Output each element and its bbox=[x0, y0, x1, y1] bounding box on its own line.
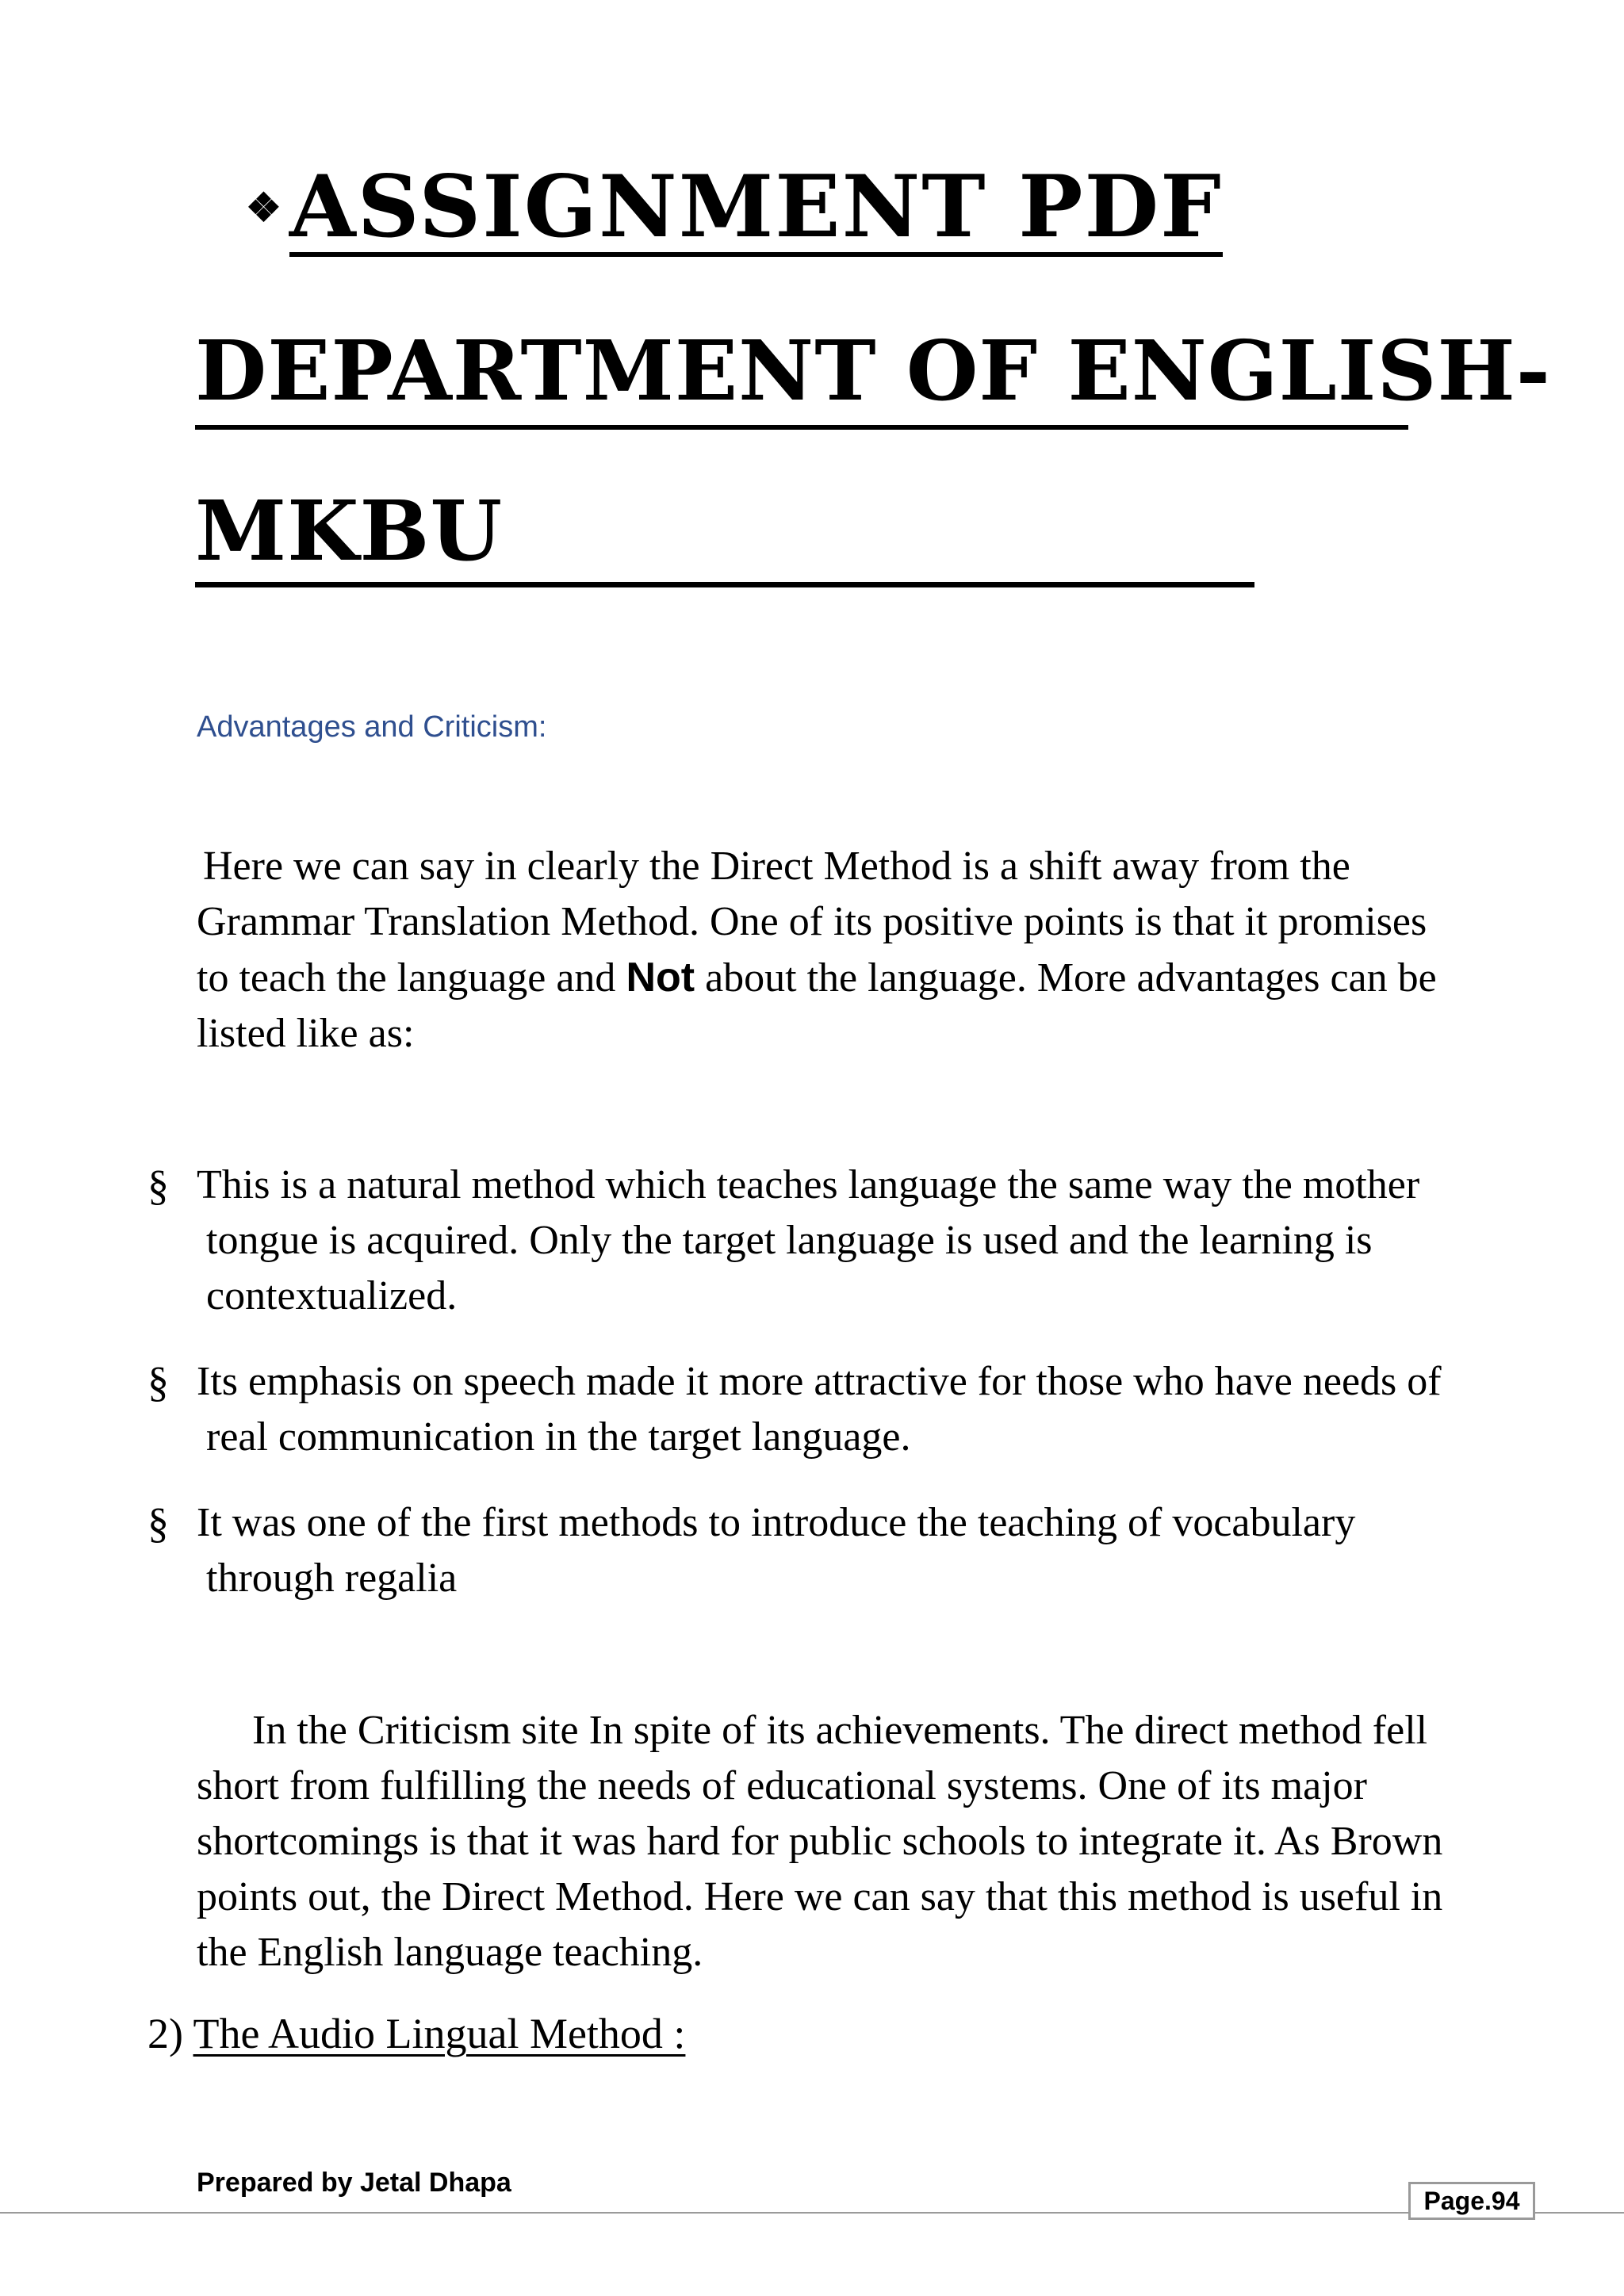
intro-paragraph bbox=[197, 839, 1450, 1062]
section-heading-audio-lingual bbox=[147, 2006, 685, 2061]
department-heading-line2: MKBU bbox=[195, 484, 1254, 587]
assignment-title bbox=[246, 155, 1223, 266]
intro-text-part1: Here we can say in clearly the Direct Method is a shift away from the Grammar Translation Method. One of its positive points is that it promises to teach the language and bbox=[197, 844, 1427, 1001]
criticism-paragraph: In the Criticism site In spite of its achievements. The direct method fell short from fulfilling the needs of educational systems. One of its major shortcomings is that it was hard for public schools to integrate it. As Brown points out, the Direct Method. Here we can say that this method is useful in the English language teaching. bbox=[197, 1708, 1443, 1975]
intro-emphasis: Not bbox=[626, 955, 695, 1001]
section-number: 2) bbox=[147, 2010, 183, 2057]
list-item-text: It was one of the first methods to introduce the teaching of vocabulary through regalia bbox=[197, 1500, 1356, 1601]
footer-author: Prepared by Jetal Dhapa bbox=[197, 2168, 511, 2198]
diamond-four-icon: ❖ bbox=[246, 183, 283, 231]
list-item bbox=[147, 1354, 1464, 1465]
section-subheading: Advantages and Criticism: bbox=[197, 710, 547, 744]
section-sign-bullet: § bbox=[147, 1499, 169, 1547]
section-label: The Audio Lingual Method : bbox=[193, 2010, 686, 2057]
footer-divider bbox=[0, 2212, 1624, 2214]
list-item-text: Its emphasis on speech made it more attractive for those who have needs of real communication in the target language. bbox=[197, 1359, 1442, 1460]
department-heading-line1: DEPARTMENT OF ENGLISH- bbox=[195, 323, 1408, 430]
assignment-title-text: ASSIGNMENT PDF bbox=[289, 157, 1223, 257]
section-sign-bullet: § bbox=[147, 1161, 169, 1209]
list-item bbox=[147, 1158, 1464, 1324]
intro-text-part2: about the language. More advantages can be listed like as: bbox=[197, 955, 1437, 1056]
advantages-list bbox=[147, 1158, 1464, 1636]
page-number: Page.94 bbox=[1408, 2182, 1535, 2220]
list-item-text: This is a natural method which teaches language the same way the mother tongue is acquired. Only the target language is used and the learning is contextualized. bbox=[197, 1162, 1420, 1318]
section-sign-bullet: § bbox=[147, 1358, 169, 1406]
list-item bbox=[147, 1495, 1464, 1606]
department-heading bbox=[195, 322, 1551, 587]
